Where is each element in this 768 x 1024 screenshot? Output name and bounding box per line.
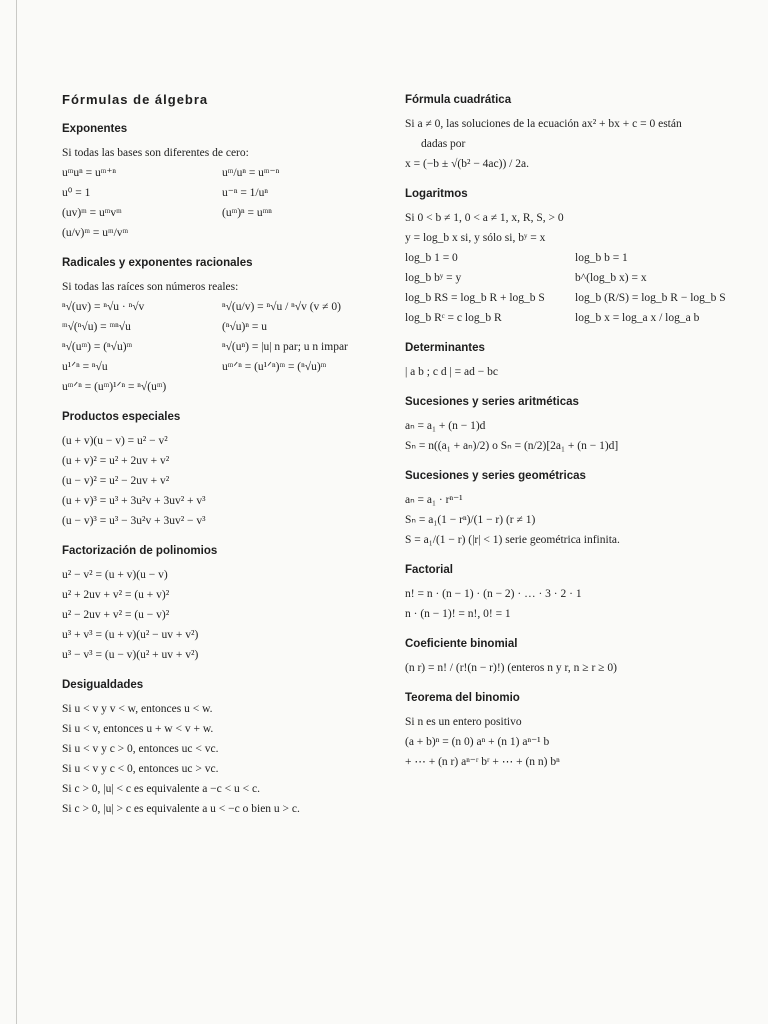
- formula-line: Si 0 < b ≠ 1, 0 < a ≠ 1, x, R, S, > 0: [405, 212, 564, 224]
- formula-cell: u⁰ = 1: [62, 187, 91, 199]
- section-heading: Factorial: [405, 564, 453, 576]
- section-heading: Logaritmos: [405, 188, 468, 200]
- section-heading: Exponentes: [62, 123, 128, 135]
- formula-line: Si u < v y c < 0, entonces uc > vc.: [62, 763, 219, 775]
- right-column: [405, 88, 745, 772]
- formula-section: [405, 342, 745, 382]
- formula-row: [62, 223, 382, 243]
- formula-section: [405, 470, 745, 550]
- formula-line: dadas por: [421, 138, 466, 150]
- left-sections: [62, 123, 382, 819]
- formula-cell: uᵐuⁿ = uᵐ⁺ⁿ: [62, 167, 117, 179]
- formula-section: [405, 638, 745, 678]
- section-heading: Factorización de polinomios: [62, 545, 218, 557]
- formula-cell: ᵐ√(ⁿ√u) = ᵐⁿ√u: [62, 321, 131, 333]
- formula-line: Si u < v, entonces u + w < v + w.: [62, 723, 214, 735]
- formula-cell: log_b 1 = 0: [405, 252, 458, 264]
- formula-line: n · (n − 1)! = n!, 0! = 1: [405, 608, 511, 620]
- formula-line: Sₙ = a₁(1 − rⁿ)/(1 − r) (r ≠ 1): [405, 514, 536, 526]
- formula-cell: u⁻ⁿ = 1/uⁿ: [222, 187, 268, 199]
- formula-line: y = log_b x si, y sólo si, bʸ = x: [405, 232, 546, 244]
- formula-line: + ⋯ + (n r) aⁿ⁻ʳ bʳ + ⋯ + (n n) bⁿ: [405, 756, 560, 768]
- formula-cell: uᵐᐟⁿ = (u¹ᐟⁿ)ᵐ = (ⁿ√u)ᵐ: [222, 361, 327, 373]
- right-sections: [405, 94, 745, 772]
- formula-section: [405, 564, 745, 624]
- formula-row: [62, 377, 382, 397]
- formula-line: aₙ = a₁ + (n − 1)d: [405, 420, 486, 432]
- formula-row: [62, 163, 382, 183]
- formula-cell: log_b RS = log_b R + log_b S: [405, 292, 545, 304]
- formula-section: [405, 94, 745, 174]
- left-column: [62, 88, 382, 819]
- formula-row: [62, 203, 382, 223]
- formula-line: Si u < v y v < w, entonces u < w.: [62, 703, 213, 715]
- formula-section: [405, 396, 745, 456]
- formula-cell: log_b b = 1: [575, 252, 628, 264]
- formula-cell: [222, 377, 382, 397]
- formula-section: [405, 692, 745, 772]
- formula-row: [405, 248, 745, 268]
- formula-line: n! = n · (n − 1) · (n − 2) · … · 3 · 2 · 1: [405, 588, 582, 600]
- formula-section: [405, 188, 745, 328]
- section-heading: Sucesiones y series aritméticas: [405, 396, 579, 408]
- formula-cell: ⁿ√(uv) = ⁿ√u · ⁿ√v: [62, 301, 145, 313]
- formula-line: (u − v)² = u² − 2uv + v²: [62, 475, 170, 487]
- formula-line: u² − v² = (u + v)(u − v): [62, 569, 168, 581]
- formula-section: [62, 123, 382, 243]
- formula-cell: log_b x = log_a x / log_a b: [575, 312, 700, 324]
- formula-line: | a b ; c d | = ad − bc: [405, 366, 498, 378]
- formula-line: Si a ≠ 0, las soluciones de la ecuación ax² + bx + c = 0 están: [405, 118, 682, 130]
- section-heading: Teorema del binomio: [405, 692, 520, 704]
- formula-cell: log_b (R/S) = log_b R − log_b S: [575, 292, 726, 304]
- formula-cell: (ⁿ√u)ⁿ = u: [222, 321, 267, 333]
- formula-section: [62, 257, 382, 397]
- formula-line: S = a₁/(1 − r) (|r| < 1) serie geométrica infinita.: [405, 534, 620, 546]
- formula-line: Si c > 0, |u| < c es equivalente a −c < u < c.: [62, 783, 260, 795]
- document-title: Fórmulas de álgebra: [62, 92, 209, 107]
- section-intro: Si todas las raíces son números reales:: [62, 281, 239, 293]
- formula-line: u² − 2uv + v² = (u − v)²: [62, 609, 170, 621]
- formula-row: [62, 317, 382, 337]
- formula-line: (n r) = n! / (r!(n − r)!) (enteros n y r, n ≥ r ≥ 0): [405, 662, 617, 674]
- formula-line: (u − v)³ = u³ − 3u²v + 3uv² − v³: [62, 515, 206, 527]
- formula-row: [62, 183, 382, 203]
- section-heading: Radicales y exponentes racionales: [62, 257, 253, 269]
- formula-cell: ⁿ√(u/v) = ⁿ√u / ⁿ√v (v ≠ 0): [222, 301, 341, 313]
- section-heading: Determinantes: [405, 342, 485, 354]
- section-heading: Productos especiales: [62, 411, 181, 423]
- formula-cell: [222, 223, 382, 243]
- formula-cell: u¹ᐟⁿ = ⁿ√u: [62, 361, 108, 373]
- formula-line: u³ − v³ = (u − v)(u² + uv + v²): [62, 649, 199, 661]
- formula-row: [62, 297, 382, 317]
- formula-line: Si n es un entero positivo: [405, 716, 522, 728]
- formula-line: Si c > 0, |u| > c es equivalente a u < −c o bien u > c.: [62, 803, 300, 815]
- formula-line: (u + v)(u − v) = u² − v²: [62, 435, 168, 447]
- formula-row: [405, 308, 745, 328]
- formula-cell: ⁿ√(uᵐ) = (ⁿ√u)ᵐ: [62, 341, 133, 353]
- section-heading: Desigualdades: [62, 679, 144, 691]
- formula-cell: ⁿ√(uⁿ) = |u| n par; u n impar: [222, 341, 348, 353]
- formula-row: [405, 288, 745, 308]
- formula-line: aₙ = a₁ · rⁿ⁻¹: [405, 494, 463, 506]
- page-edge: [16, 0, 17, 1024]
- formula-line: Sₙ = n((a₁ + aₙ)/2) o Sₙ = (n/2)[2a₁ + (n − 1)d]: [405, 440, 619, 452]
- formula-cell: uᵐ/uⁿ = uᵐ⁻ⁿ: [222, 167, 280, 179]
- formula-line: u² + 2uv + v² = (u + v)²: [62, 589, 170, 601]
- formula-cell: (u/v)ᵐ = uᵐ/vᵐ: [62, 227, 129, 239]
- formula-line: (a + b)ⁿ = (n 0) aⁿ + (n 1) aⁿ⁻¹ b: [405, 736, 550, 748]
- section-intro: Si todas las bases son diferentes de cero:: [62, 147, 249, 159]
- formula-row: [405, 268, 745, 288]
- section-heading: Sucesiones y series geométricas: [405, 470, 586, 482]
- formula-row: [62, 337, 382, 357]
- formula-line: (u + v)² = u² + 2uv + v²: [62, 455, 170, 467]
- formula-section: [62, 411, 382, 531]
- formula-cell: (uv)ᵐ = uᵐvᵐ: [62, 207, 122, 219]
- formula-cell: uᵐᐟⁿ = (uᵐ)¹ᐟⁿ = ⁿ√(uᵐ): [62, 381, 167, 393]
- formula-cell: (uᵐ)ⁿ = uᵐⁿ: [222, 207, 272, 219]
- section-heading: Coeficiente binomial: [405, 638, 518, 650]
- formula-line: u³ + v³ = (u + v)(u² − uv + v²): [62, 629, 199, 641]
- formula-line: x = (−b ± √(b² − 4ac)) / 2a.: [405, 158, 529, 170]
- formula-cell: b^(log_b x) = x: [575, 272, 647, 284]
- formula-line: Si u < v y c > 0, entonces uc < vc.: [62, 743, 219, 755]
- formula-section: [62, 545, 382, 665]
- section-heading: Fórmula cuadrática: [405, 94, 512, 106]
- formula-cell: log_b bʸ = y: [405, 272, 462, 284]
- formula-cell: log_b Rᶜ = c log_b R: [405, 312, 502, 324]
- formula-section: [62, 679, 382, 819]
- formula-line: (u + v)³ = u³ + 3u²v + 3uv² + v³: [62, 495, 206, 507]
- formula-row: [62, 357, 382, 377]
